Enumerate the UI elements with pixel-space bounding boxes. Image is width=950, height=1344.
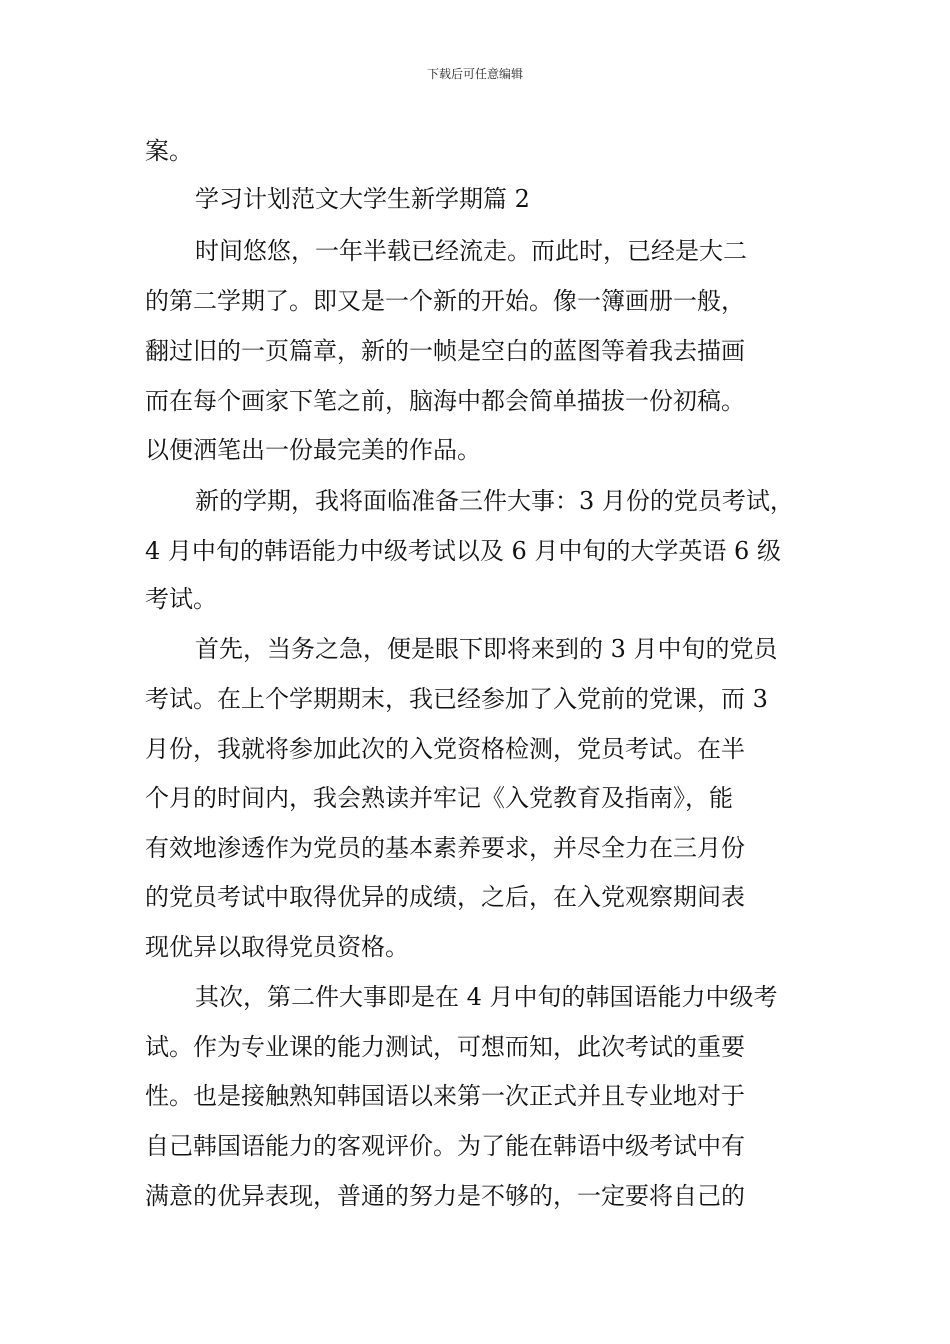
- text-line: 翻过旧的一页篇章，新的一帧是空白的蓝图等着我去描画: [145, 337, 745, 365]
- text-line: 性。也是接触熟知韩国语以来第一次正式并且专业地对于: [145, 1082, 745, 1110]
- text-line: 考试。在上个学期期末，我已经参加了入党前的党课，而 3: [145, 685, 768, 713]
- text-line: 自己韩国语能力的客观评价。为了能在韩语中级考试中有: [145, 1132, 745, 1160]
- text-line: 而在每个画家下笔之前，脑海中都会简单描拔一份初稿。: [145, 387, 745, 415]
- text-line: 考试。: [145, 585, 217, 613]
- text-line: 现优异以取得党员资格。: [145, 933, 409, 961]
- text-line: 有效地渗透作为党员的基本素养要求，并尽全力在三月份: [145, 834, 745, 862]
- text-line: 时间悠悠，一年半载已经流走。而此时，已经是大二: [195, 237, 747, 265]
- text-line: 其次，第二件大事即是在 4 月中旬的韩国语能力中级考: [195, 983, 778, 1011]
- text-line: 新的学期，我将面临准备三件大事：3 月份的党员考试，: [195, 487, 794, 515]
- text-line: 满意的优异表现，普通的努力是不够的，一定要将自己的: [145, 1182, 745, 1210]
- text-line: 以便洒笔出一份最完美的作品。: [145, 436, 481, 464]
- text-line: 月份，我就将参加此次的入党资格检测，党员考试。在半: [145, 735, 745, 763]
- text-line: 的党员考试中取得优异的成绩，之后，在入党观察期间表: [145, 883, 745, 911]
- section-heading: 学习计划范文大学生新学期篇 2: [195, 185, 530, 213]
- text-line: 首先，当务之急，便是眼下即将来到的 3 月中旬的党员: [195, 635, 778, 663]
- text-line: 4 月中旬的韩语能力中级考试以及 6 月中旬的大学英语 6 级: [145, 537, 781, 565]
- page-header: 下载后可任意编辑: [426, 67, 523, 81]
- text-line: 的第二学期了。即又是一个新的开始。像一簿画册一般，: [145, 287, 745, 315]
- text-line: 试。作为专业课的能力测试，可想而知，此次考试的重要: [145, 1033, 745, 1061]
- text-line: 案。: [145, 137, 193, 165]
- text-line: 个月的时间内，我会熟读并牢记《入党教育及指南》，能: [145, 784, 733, 812]
